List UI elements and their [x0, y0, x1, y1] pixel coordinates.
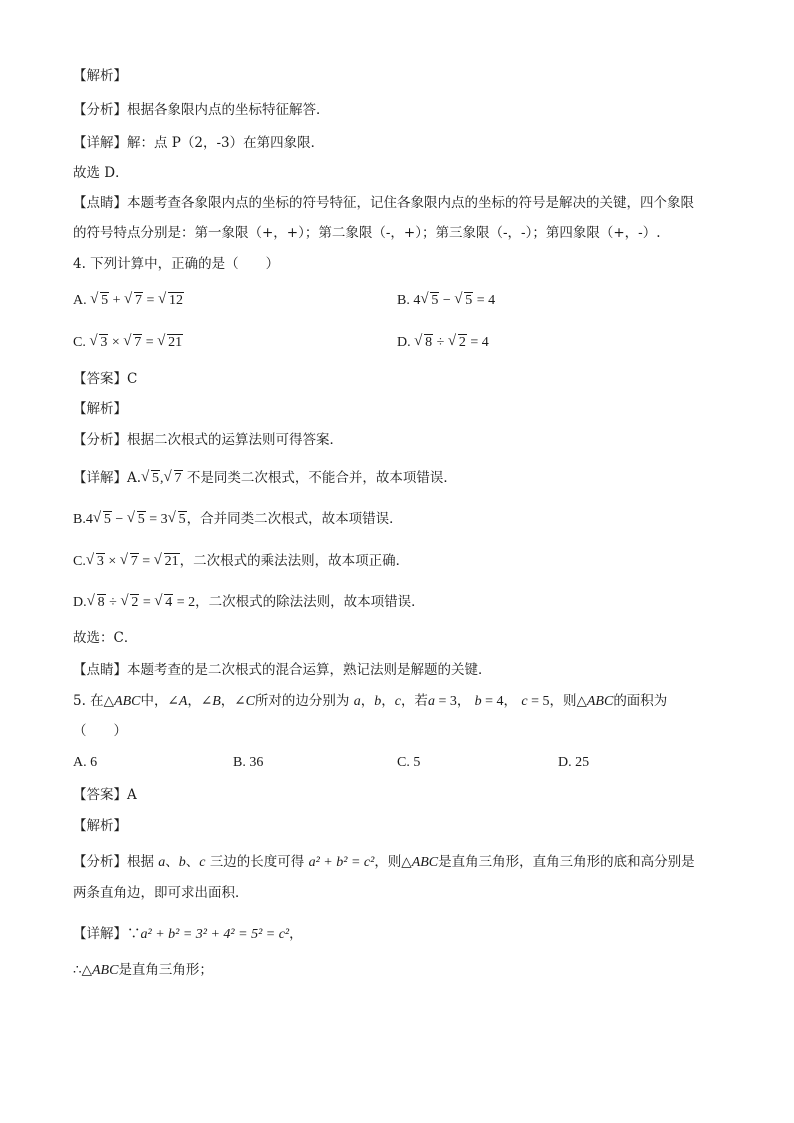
radical: √ 21: [158, 333, 183, 353]
radical: √ 5: [421, 291, 439, 311]
radical: √ 5: [142, 469, 160, 489]
radical: √ 7: [125, 291, 143, 311]
question-5-stem: 5. 在△ABC中，∠A，∠B，∠C所对的边分别为 a，b，c，若a = 3， b = 4， c = 5，则△ABC的面积为: [73, 693, 668, 709]
q4-detail-b: B.4√ 5 − √ 5 = 3√ 5，合并同类二次根式，故本项错误．: [73, 509, 403, 530]
comment-line-2: 的符号特点分别是：第一象限（+，+）；第二象限（-，+）；第三象限（-，-）；第四象限（+，-）.: [73, 225, 661, 241]
radical: √ 7: [121, 552, 139, 572]
radical: √ 5: [455, 291, 473, 311]
comment-line-1: 【点睛】本题考查各象限内点的坐标的符号特征，记住各象限内点的坐标的符号是解决的关键，四个象限: [73, 195, 694, 211]
q4-option-a: A. √ 5 + √ 7 = √ 12: [73, 291, 184, 311]
analysis-heading: 【解析】: [73, 68, 127, 84]
q5-option-a: A. 6: [73, 755, 98, 770]
radical: √ 5: [91, 291, 109, 311]
question-5-paren: （ ）: [73, 723, 127, 739]
q5-option-b: B. 36: [233, 755, 264, 770]
q4-comment: 【点睛】本题考查的是二次根式的混合运算，熟记法则是解题的关键．: [73, 662, 492, 678]
option-label: D.: [397, 335, 411, 350]
radical: √ 4: [155, 593, 173, 613]
q5-analysis-heading: 【解析】: [73, 818, 127, 834]
q4-analysis-heading: 【解析】: [73, 401, 127, 417]
radical: √ 2: [121, 593, 139, 613]
q4-analysis-text: 【分析】根据二次根式的运算法则可得答案．: [73, 432, 343, 448]
radical: √ 7: [124, 333, 142, 353]
option-label: C.: [73, 335, 86, 350]
q4-option-c: C. √ 3 × √ 7 = √ 21: [73, 333, 183, 353]
radical: √ 8: [415, 333, 433, 353]
radical: √ 5: [128, 510, 146, 530]
radical: √ 8: [88, 593, 106, 613]
choice-text: 故选 D．: [73, 165, 129, 181]
q4-detail-c: C.√ 3 × √ 7 = √ 21，二次根式的乘法法则，故本项正确．: [73, 551, 409, 572]
radical: √ 5: [94, 510, 112, 530]
radical: √ 7: [165, 469, 183, 489]
question-4-stem: 4. 下列计算中，正确的是（ ）: [73, 256, 280, 272]
q4-option-d: D. √ 8 ÷ √ 2 = 4: [397, 333, 489, 353]
q5-analysis-line-1: 【分析】根据 a、b、c 三边的长度可得 a² + b² = c²，则△ABC是直角三角形，直角三角形的底和高分别是: [73, 854, 695, 870]
q5-option-d: D. 25: [558, 755, 590, 770]
radical: √ 21: [155, 552, 180, 572]
radical: √ 5: [169, 510, 187, 530]
q4-answer: 【答案】C: [73, 371, 138, 387]
detail-text: 【详解】解：点 P（2，-3）在第四象限．: [73, 135, 325, 151]
analysis-text: 【分析】根据各象限内点的坐标特征解答．: [73, 102, 330, 118]
radical: √ 3: [87, 552, 105, 572]
q5-option-c: C. 5: [397, 755, 421, 770]
q4-detail-a: 【详解】A.√ 5,√ 7 不是同类二次根式，不能合并，故本项错误．: [73, 468, 457, 489]
q4-option-b: B. 4√ 5 − √ 5 = 4: [397, 291, 495, 311]
q5-detail-line-1: 【详解】∵a² + b² = 3² + 4² = 5² = c²，: [73, 926, 303, 942]
q5-answer: 【答案】A: [73, 787, 137, 803]
q4-detail-d: D.√ 8 ÷ √ 2 = √ 4 = 2，二次根式的除法法则，故本项错误．: [73, 592, 425, 613]
option-label: A.: [73, 293, 87, 308]
radical: √ 12: [159, 291, 184, 311]
radical: √ 2: [449, 333, 467, 353]
radical: √ 3: [90, 333, 108, 353]
q5-analysis-line-2: 两条直角边，即可求出面积．: [73, 885, 249, 901]
q5-detail-line-2: ∴△ABC是直角三角形；: [73, 962, 213, 978]
q4-choice: 故选：C．: [73, 630, 138, 646]
option-label: B. 4: [397, 293, 421, 308]
